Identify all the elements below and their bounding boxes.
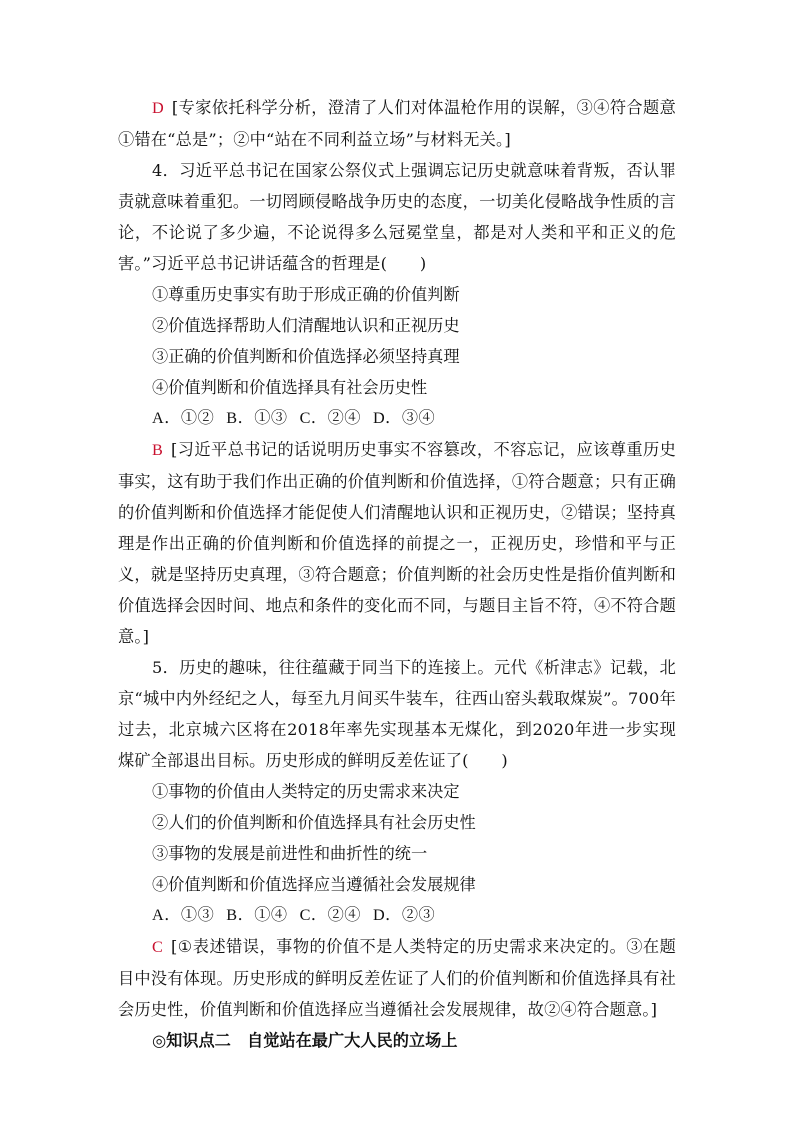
- q5-choice-c: C．②④: [299, 906, 361, 924]
- document-page: [118, 92, 676, 1056]
- q4-explanation: [习近平总书记的话说明历史事实不容篡改，不容忘记，应该尊重历史事实，这有助于我们作出正确的价值判断和价值选择，①符合题意；只有正确的价值判断和价值选择才能促使人们清醒地认识和正视历史，②错误；坚持真理是作出正确的价值判断和价值选择的前提之一，正视历史，珍惜和平与正义，就是坚持历史真理，③符合题意；价值判断的社会历史性是指价值判断和价值选择会因时间、地点和条件的变化而不同，与题目主旨不符，④不符合题意。]: [118, 440, 676, 646]
- q5-answer-block: [118, 931, 676, 1025]
- q4-choice-d: D．③④: [372, 409, 436, 427]
- q5-option-1: ①事物的价值由人类特定的历史需求来决定: [152, 782, 460, 801]
- q4-option-1: ①尊重历史事实有助于形成正确的价值判断: [152, 285, 460, 304]
- q5-choice-d: D．②③: [372, 906, 436, 924]
- q5-option-3: ③事物的发展是前进性和曲折性的统一: [152, 844, 428, 863]
- answer-explanation: [专家依托科学分析，澄清了人们对体温枪作用的误解，③④符合题意①错在“总是”；②中“站在不同利益立场”与材料无关。]: [118, 98, 676, 149]
- q4-choice-b: B．①③: [226, 409, 288, 427]
- q4-choice-a: A．①②: [152, 409, 215, 427]
- q5-explanation: [①表述错误，事物的价值不是人类特定的历史需求来决定的。③在题目中没有体现。历史形成的鲜明反差佐证了人们的价值判断和价值选择具有社会历史性，价值判断和价值选择应当遵循社会发展规律，故②④符合题意。]: [118, 937, 676, 1019]
- question-4-stem: 4．习近平总书记在国家公祭仪式上强调忘记历史就意味着背叛，否认罪责就意味着重犯。一切罔顾侵略战争历史的态度，一切美化侵略战争性质的言论，不论说了多少遍，不论说得多么冠冕堂皇，都是对人类和平和正义的危害。”习近平总书记讲话蕴含的哲理是( ): [118, 161, 676, 273]
- q4-answer-block: [118, 434, 676, 652]
- q5-choice-a: A．①③: [152, 906, 215, 924]
- question-5-stem: 5．历史的趣味，往往蕴藏于同当下的连接上。元代《析津志》记载，北京“城中内外经纪之人，每至九月间买牛装车，往西山窑头载取煤炭”。700年过去，北京城六区将在2018年率先实现基本无煤化，到2020年进一步实现煤矿全部退出目标。历史形成的鲜明反差佐证了( ): [118, 658, 676, 770]
- q4-choices: [118, 403, 676, 434]
- q5-option-2: ②人们的价值判断和价值选择具有社会历史性: [152, 813, 476, 832]
- q5-choices: [118, 900, 676, 931]
- q5-option-4: ④价值判断和价值选择应当遵循社会发展规律: [152, 875, 476, 894]
- q4-option-3: ③正确的价值判断和价值选择必须坚持真理: [152, 347, 460, 366]
- q4-option-4: ④价值判断和价值选择具有社会历史性: [152, 378, 428, 397]
- answer-block-prev: [118, 92, 676, 155]
- q5-answer-letter: C: [152, 938, 163, 956]
- section-heading: ◎知识点二 自觉站在最广大人民的立场上: [152, 1031, 458, 1050]
- q4-option-2: ②价值选择帮助人们清醒地认识和正视历史: [152, 316, 460, 335]
- q4-answer-letter: B: [152, 441, 163, 459]
- q4-choice-c: C．②④: [299, 409, 361, 427]
- answer-letter: D: [152, 99, 164, 117]
- q5-choice-b: B．①④: [226, 906, 288, 924]
